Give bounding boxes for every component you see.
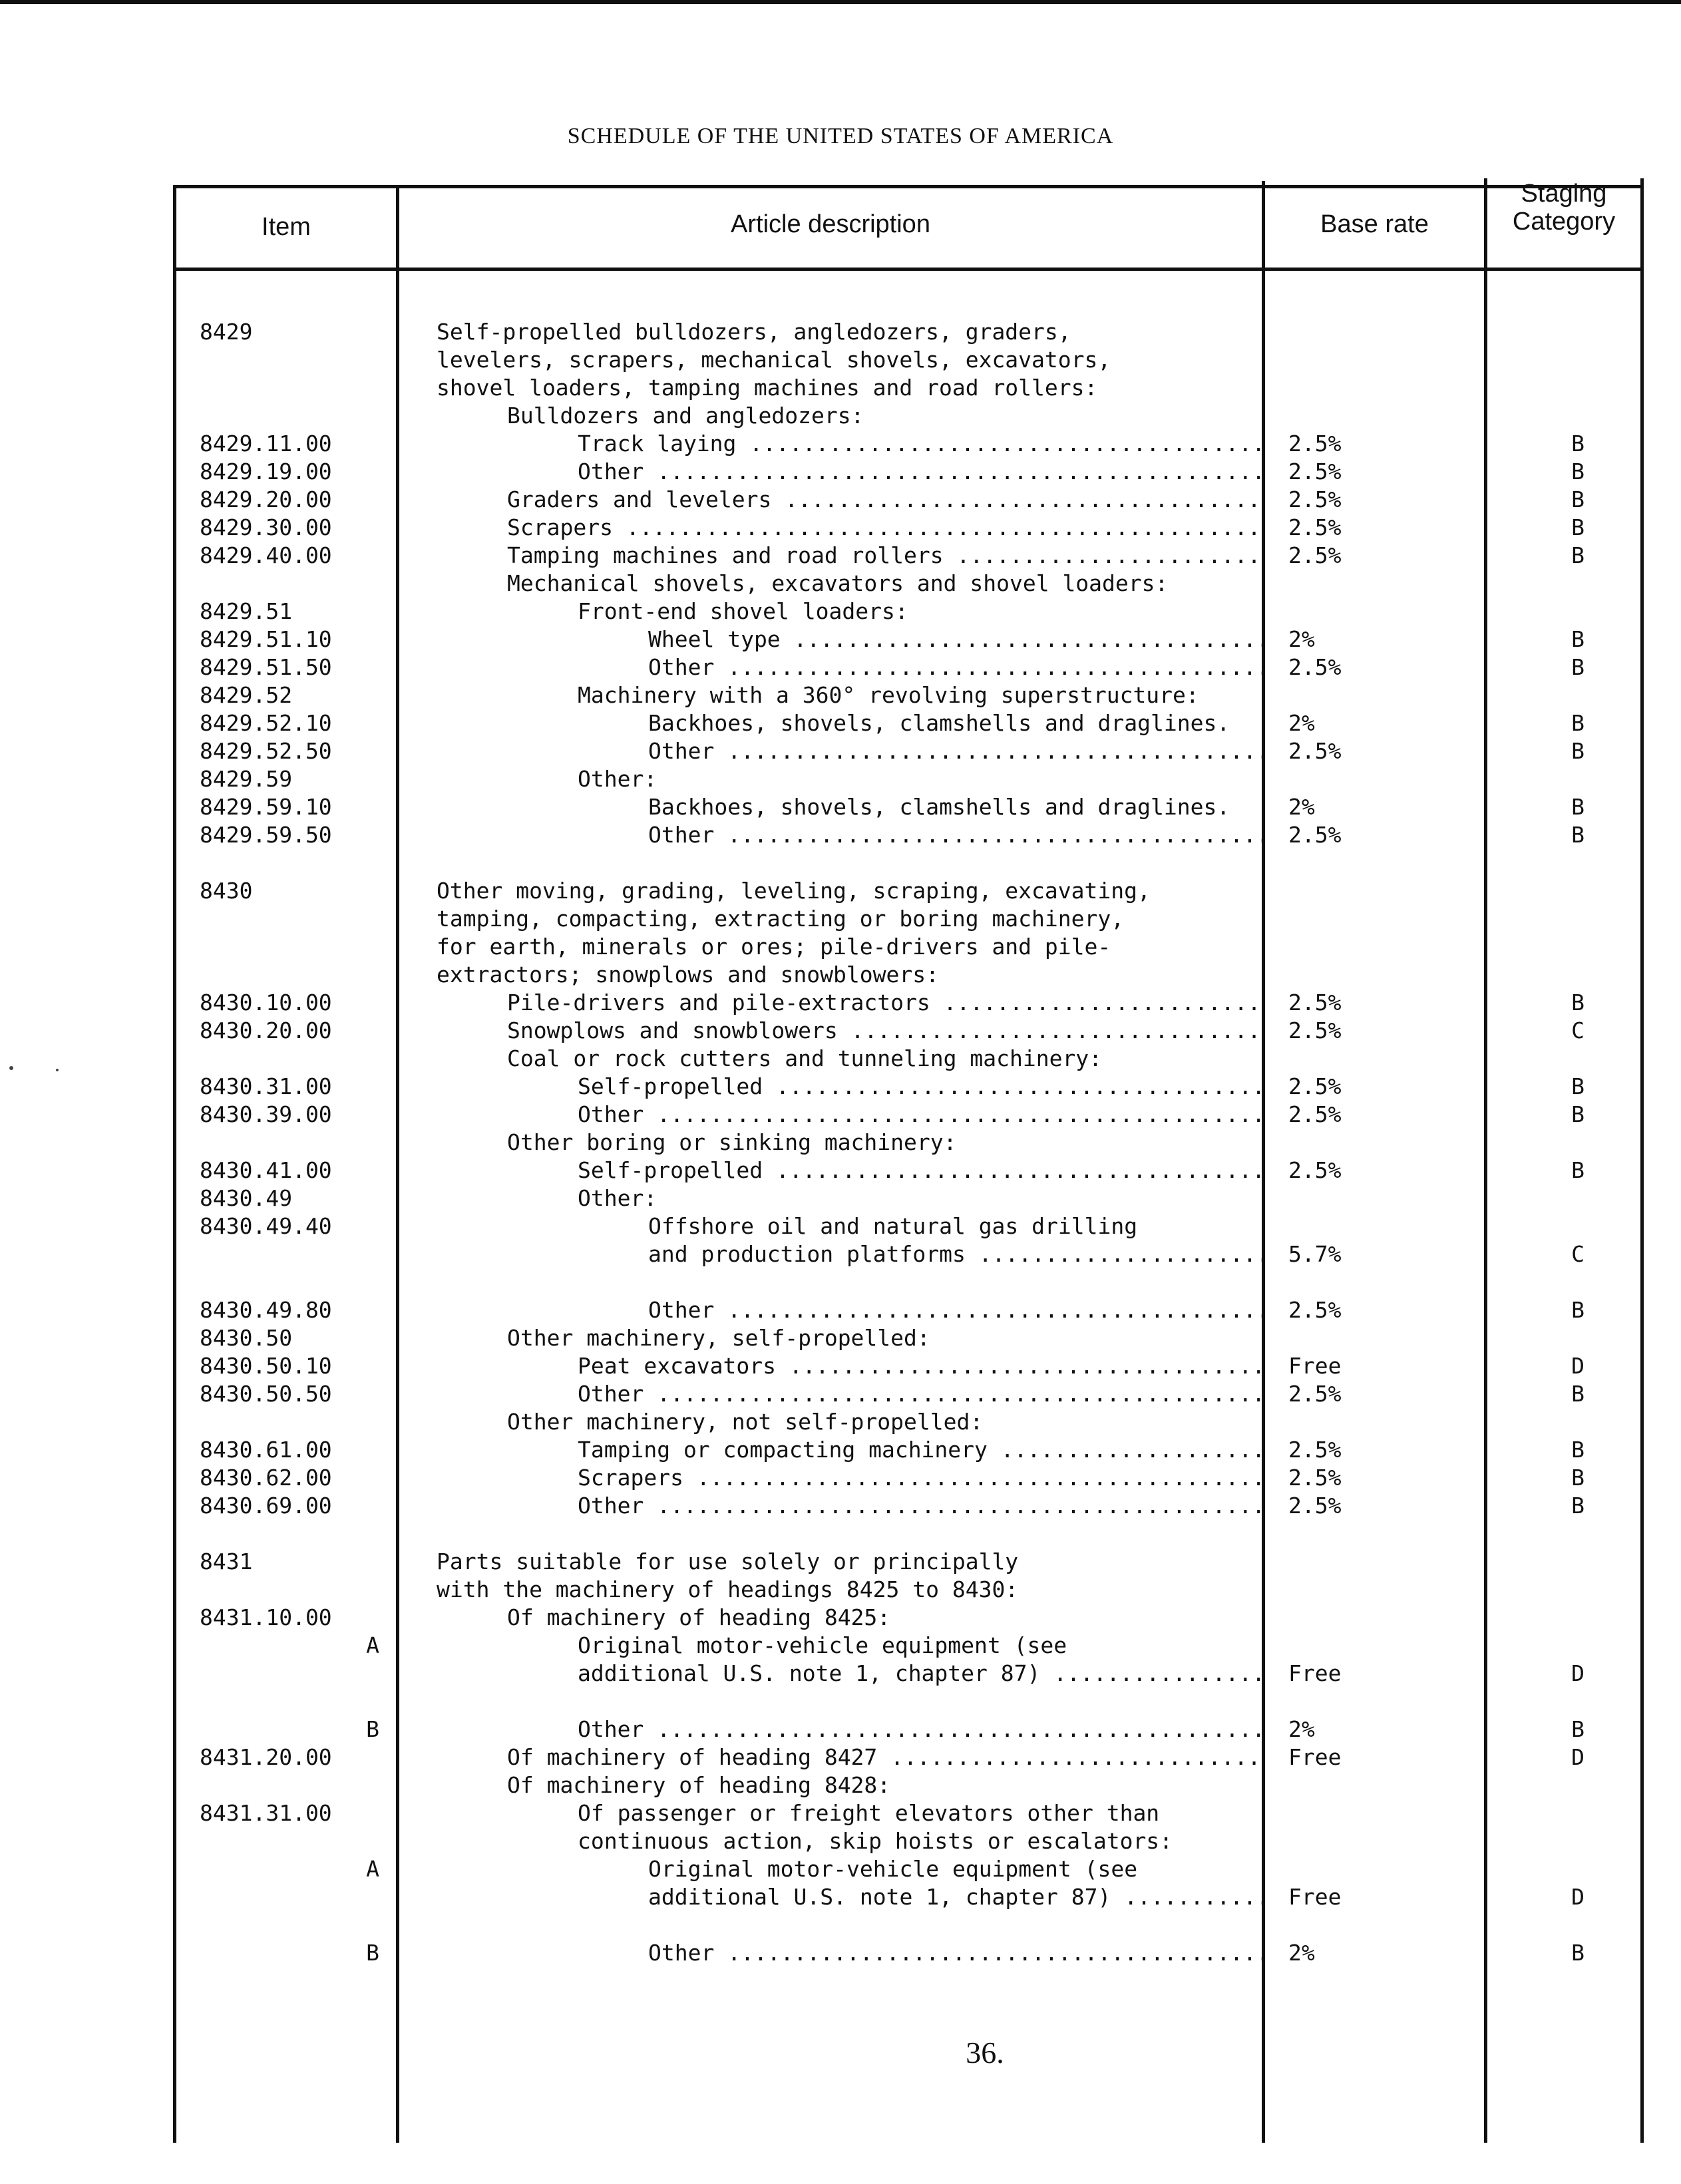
item-number: 8430.49 [200,1185,293,1211]
article-description: Other machinery, not self-propelled: [507,1409,984,1435]
table-row [0,1771,1681,1799]
item-number: 8430.50.10 [200,1353,332,1379]
article-description: Backhoes, shovels, clamshells and draglines. [648,710,1230,736]
article-description: Other ..... [437,458,1265,486]
article-description: Other ..... [437,1296,1265,1324]
staging-category: B [1571,822,1585,848]
article-description: Bulldozers and angledozers: [507,403,864,429]
staging-category: D [1571,1884,1585,1910]
item-number: 8429.52.50 [200,738,332,764]
table-row [0,346,1681,374]
table-row [0,1883,1681,1911]
base-rate: 2.5% [1288,431,1342,456]
base-rate: 2.5% [1288,458,1342,484]
header-article-description: Article description [731,210,930,238]
article-description: Other ..... [437,1492,1265,1520]
item-number: 8430.31.00 [200,1073,332,1099]
table-row [0,1212,1681,1240]
item-number: A [366,1632,379,1658]
table-row [0,1184,1681,1212]
table-row [0,1743,1681,1771]
table-row [0,1157,1681,1184]
table-row [0,961,1681,989]
page-title: SCHEDULE OF THE UNITED STATES OF AMERICA [567,124,1114,148]
base-rate: 2.5% [1288,654,1342,680]
header-staging-line2: Category [1512,208,1616,236]
table-row [0,1380,1681,1408]
article-description: Wheel type ..... [437,626,1265,653]
staging-category: B [1571,1101,1585,1127]
table-row [0,626,1681,653]
top-border-rule [0,0,1681,4]
base-rate: 2.5% [1288,514,1342,540]
article-description: Offshore oil and natural gas drilling [648,1213,1138,1239]
item-number: 8429.40.00 [200,542,332,568]
article-description: Of machinery of heading 8425: [507,1604,891,1630]
article-description: Other ..... [437,1380,1265,1408]
table-row [0,1129,1681,1157]
table-row [0,1408,1681,1436]
scan-speck [56,1069,59,1071]
article-description: Other ..... [437,821,1265,849]
article-description: additional U.S. note 1, chapter 87) ..... [437,1883,1265,1911]
article-description: Original motor-vehicle equipment (see [648,1856,1138,1882]
base-rate: 2.5% [1288,542,1342,568]
staging-category: B [1571,1157,1585,1183]
article-description: for earth, minerals or ores; pile-drivers and pile- [437,934,1111,960]
base-rate: 2% [1288,1940,1315,1966]
article-description: shovel loaders, tamping machines and road rollers: [437,375,1098,401]
header-staging-category [1487,180,1640,236]
header-staging-line1: Staging [1521,180,1607,208]
staging-category: B [1571,738,1585,764]
item-number: 8430.20.00 [200,1017,332,1043]
staging-category: B [1571,1465,1585,1491]
staging-category: B [1571,458,1585,484]
article-description: Mechanical shovels, excavators and shovel loaders: [507,570,1169,596]
table-row [0,1660,1681,1688]
base-rate: 2.5% [1288,1017,1342,1043]
base-rate: 2% [1288,794,1315,820]
item-number: 8429.11.00 [200,431,332,456]
article-description: Other ..... [437,1939,1265,1967]
page-number: 36. [966,2036,1004,2070]
article-description: Other ..... [437,653,1265,681]
article-description: Tamping or compacting machinery ..... [437,1436,1265,1464]
item-number: 8430.61.00 [200,1437,332,1463]
base-rate: 2% [1288,626,1315,652]
table-row [0,1939,1681,1967]
base-rate: 5.7% [1288,1241,1342,1267]
table-row [0,1799,1681,1827]
item-number: A [366,1856,379,1882]
staging-category: B [1571,1493,1585,1519]
item-number: 8431.10.00 [200,1604,332,1630]
table-row [0,570,1681,598]
item-number: 8431.31.00 [200,1800,332,1826]
table-row [0,1436,1681,1464]
table-row [0,1520,1681,1548]
article-description: Of machinery of heading 8428: [507,1772,891,1798]
item-number: 8429.59.10 [200,794,332,820]
table-row [0,1632,1681,1660]
item-number: B [366,1716,379,1742]
item-number: 8431 [200,1548,253,1574]
item-number: 8430.50 [200,1325,293,1351]
article-description: continuous action, skip hoists or escalators: [578,1828,1173,1854]
staging-category: C [1571,1017,1585,1043]
article-description: Machinery with a 360° revolving superstructure: [578,682,1199,708]
table-row [0,793,1681,821]
table-row [0,486,1681,514]
base-rate: Free [1288,1744,1342,1770]
item-number: 8430.49.40 [200,1213,332,1239]
staging-category: B [1571,710,1585,736]
article-description: Other machinery, self-propelled: [507,1325,930,1351]
article-description: Other ..... [437,1716,1265,1743]
base-rate: 2.5% [1288,1297,1342,1323]
item-number: 8429.52.10 [200,710,332,736]
table-row [0,989,1681,1017]
base-rate: 2.5% [1288,1073,1342,1099]
table-row [0,681,1681,709]
table-row [0,1101,1681,1129]
table-row [0,849,1681,877]
table-row [0,458,1681,486]
article-description: and production platforms ..... [437,1240,1265,1268]
item-number: 8431.20.00 [200,1744,332,1770]
table-row [0,1827,1681,1855]
article-description: Peat excavators ..... [437,1352,1265,1380]
item-number: 8430.39.00 [200,1101,332,1127]
header-base-rate: Base rate [1320,210,1429,238]
base-rate: 2.5% [1288,1381,1342,1407]
table-row [0,514,1681,542]
staging-category: D [1571,1353,1585,1379]
article-description: Scrapers ..... [437,514,1265,542]
item-number: 8429.20.00 [200,486,332,512]
table-row [0,1911,1681,1939]
article-description: Parts suitable for use solely or principally [437,1548,1019,1574]
article-description: extractors; snowplows and snowblowers: [437,962,939,988]
base-rate: 2.5% [1288,1101,1342,1127]
article-description: Front-end shovel loaders: [578,598,908,624]
article-description: levelers, scrapers, mechanical shovels, excavators, [437,347,1111,373]
article-description: Graders and levelers ..... [437,486,1265,514]
table-row [0,402,1681,430]
table-row [0,1045,1681,1073]
table-row [0,1716,1681,1743]
staging-category: B [1571,1940,1585,1966]
base-rate: 2% [1288,710,1315,736]
table-row [0,1240,1681,1268]
table-row [0,1017,1681,1045]
table-row [0,1296,1681,1324]
article-description: Pile-drivers and pile-extractors ..... [437,989,1265,1017]
table-row [0,877,1681,905]
base-rate: 2.5% [1288,1437,1342,1463]
table-row [0,542,1681,570]
table-row [0,905,1681,933]
item-number: 8429 [200,319,253,345]
base-rate: Free [1288,1660,1342,1686]
staging-category: D [1571,1660,1585,1686]
item-number: 8430.62.00 [200,1465,332,1491]
table-row [0,430,1681,458]
base-rate: 2.5% [1288,822,1342,848]
article-description: Self-propelled ..... [437,1073,1265,1101]
article-description: Scrapers ..... [437,1464,1265,1492]
base-rate: 2.5% [1288,486,1342,512]
tariff-rows [0,318,1681,1967]
article-description: Other moving, grading, leveling, scraping, excavating, [437,878,1151,904]
staging-category: B [1571,1381,1585,1407]
staging-category: B [1571,1716,1585,1742]
table-row [0,821,1681,849]
table-row [0,1576,1681,1604]
article-description: Original motor-vehicle equipment (see [578,1632,1067,1658]
item-number: 8430.41.00 [200,1157,332,1183]
staging-category: B [1571,1297,1585,1323]
article-description: Other: [578,766,657,792]
table-row [0,1268,1681,1296]
article-description: Track laying ..... [437,430,1265,458]
item-number: 8430.50.50 [200,1381,332,1407]
table-row [0,1464,1681,1492]
article-description: with the machinery of headings 8425 to 8430: [437,1576,1019,1602]
staging-category: B [1571,542,1585,568]
table-row [0,374,1681,402]
base-rate: 2.5% [1288,738,1342,764]
base-rate: 2.5% [1288,990,1342,1015]
item-number: 8430.69.00 [200,1493,332,1519]
staging-category: B [1571,794,1585,820]
item-number: 8430.49.80 [200,1297,332,1323]
article-description: Other: [578,1185,657,1211]
staging-category: B [1571,626,1585,652]
table-row [0,598,1681,626]
staging-category: B [1571,654,1585,680]
table-row [0,1324,1681,1352]
item-number: 8429.19.00 [200,458,332,484]
item-number: 8430 [200,878,253,904]
item-number: 8430.10.00 [200,990,332,1015]
base-rate: 2.5% [1288,1493,1342,1519]
table-row [0,765,1681,793]
article-description: Self-propelled ..... [437,1157,1265,1184]
article-description: Self-propelled bulldozers, angledozers, graders, [437,319,1071,345]
table-row [0,1548,1681,1576]
table-row [0,1688,1681,1716]
scan-speck [9,1066,13,1070]
article-description: Other boring or sinking machinery: [507,1129,957,1155]
table-row [0,653,1681,681]
article-description: Other ..... [437,737,1265,765]
table-row [0,1492,1681,1520]
staging-category: B [1571,1073,1585,1099]
staging-category: D [1571,1744,1585,1770]
staging-category: C [1571,1241,1585,1267]
item-number: 8429.59 [200,766,293,792]
article-description: tamping, compacting, extracting or boring machinery, [437,906,1125,932]
article-description: Snowplows and snowblowers ..... [437,1017,1265,1045]
item-number: 8429.59.50 [200,822,332,848]
table-row [0,709,1681,737]
base-rate: 2.5% [1288,1465,1342,1491]
staging-category: B [1571,514,1585,540]
article-description: Coal or rock cutters and tunneling machinery: [507,1045,1103,1071]
item-number: 8429.51 [200,598,293,624]
item-number: 8429.51.50 [200,654,332,680]
table-row [0,933,1681,961]
base-rate: 2% [1288,1716,1315,1742]
staging-category: B [1571,431,1585,456]
item-number: 8429.30.00 [200,514,332,540]
table-row [0,318,1681,346]
header-bottom-rule [173,268,1644,271]
item-number: 8429.51.10 [200,626,332,652]
table-row [0,1604,1681,1632]
article-description: Backhoes, shovels, clamshells and draglines. [648,794,1230,820]
table-row [0,1855,1681,1883]
table-row [0,737,1681,765]
article-description: additional U.S. note 1, chapter 87) ..... [437,1660,1265,1688]
base-rate: 2.5% [1288,1157,1342,1183]
item-number: B [366,1940,379,1966]
header-item: Item [262,213,311,241]
article-description: Other ..... [437,1101,1265,1129]
staging-category: B [1571,1437,1585,1463]
item-number: 8429.52 [200,682,293,708]
article-description: Tamping machines and road rollers ..... [437,542,1265,570]
table-row [0,1073,1681,1101]
article-description: Of passenger or freight elevators other than [578,1800,1160,1826]
table-top-rule [173,185,1644,188]
base-rate: Free [1288,1353,1342,1379]
base-rate: Free [1288,1884,1342,1910]
staging-category: B [1571,486,1585,512]
table-row [0,1352,1681,1380]
article-description: Of machinery of heading 8427 ..... [437,1743,1265,1771]
staging-category: B [1571,990,1585,1015]
